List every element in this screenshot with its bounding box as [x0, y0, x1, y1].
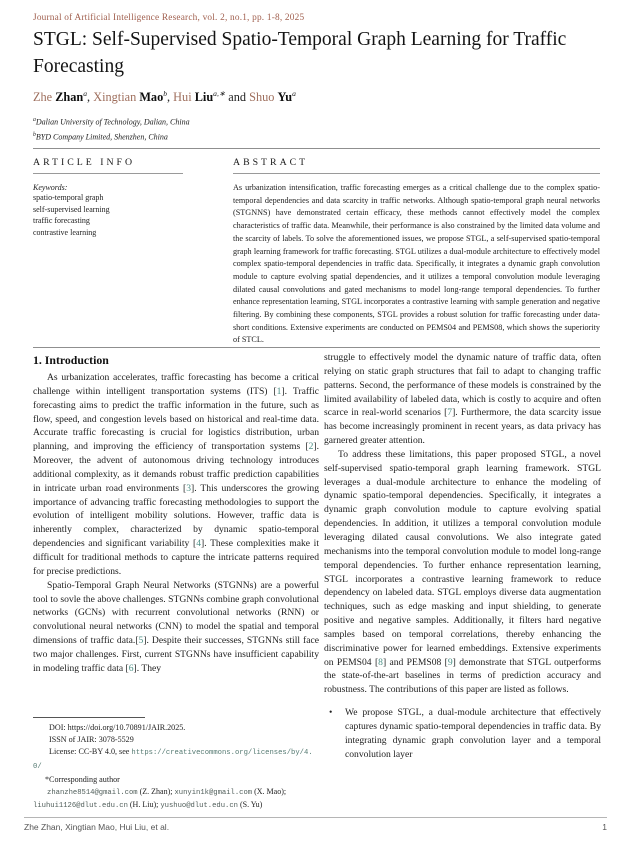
citation-ref[interactable]: 2: [308, 441, 314, 453]
corresponding-author-note: *Corresponding author: [45, 774, 120, 784]
author-given-name: Zhe: [33, 90, 53, 105]
doi-line: DOI: https://doi.org/10.70891/JAIR.2025.: [49, 723, 186, 732]
author-family-name: Yu: [277, 90, 293, 105]
body-paragraph: struggle to effectively model the dynamic nature of traffic data, often relying on static graph structures that fail to adapt to changing traffic patterns. Second, the performance of these models is constrained by the limited availability of labeled data, which is costly to acquire and often scarce in real-world scenarios [7]. Furthermore, the data scarcity issue has become increasingly prominent in recent years, as data privacy has garnered greater attention.: [324, 352, 601, 447]
issn-line: ISSN of JAIR: 3078-5529: [49, 734, 134, 744]
page-number: 1: [602, 822, 607, 832]
footnote-rule: [33, 717, 145, 718]
affiliation-mark: b: [33, 132, 36, 139]
author-affiliation-mark: a: [292, 89, 296, 98]
divider-bottom: [33, 347, 600, 348]
paper-title: STGL: Self-Supervised Spatio-Temporal Graph Learning for Traffic Forecasting: [33, 29, 567, 77]
author-line: Zhe Zhan$^a$, Xingtian Mao$^b$, Hui Liu$^{a,∗}$ and Shuo Yu$^a$: [33, 89, 296, 105]
keyword-item: self-supervised learning: [33, 204, 110, 214]
footer-rule: [24, 817, 607, 818]
email-link[interactable]: zhanzhe8514@gmail.com: [47, 788, 138, 797]
body-paragraph: Spatio-Temporal Graph Neural Networks (STGNNs) are a powerful tool to sovle the above challenges. STGNNs combine graph convolutional networks (GCNs) with recurrent convolutional networks (RNN) or convolutional neural networks (CNN) to model the spatial and temporal dimensions of traffic data.[5]. Despite their successes, STGNNs still face two major challenges. First, current STGNNs have insufficient capability in modeling traffic data [6]. They: [33, 579, 319, 674]
affiliation-line: $^a$Dalian University of Technology, Dalian, China: [33, 117, 190, 127]
divider-top: [33, 148, 600, 149]
keywords-list: [33, 192, 201, 238]
footer-authors: Zhe Zhan, Xingtian Mao, Hui Liu, et al.: [24, 822, 170, 832]
citation-ref[interactable]: 8: [378, 656, 383, 668]
citation-ref[interactable]: 5: [138, 635, 144, 647]
author-family-name: Liu: [194, 90, 214, 105]
citation-ref[interactable]: 3: [186, 482, 191, 494]
affiliation-line: $^b$BYD Company Limited, Shenzhen, China: [33, 132, 168, 142]
body-column-right: [324, 351, 601, 813]
citation-ref[interactable]: 4: [196, 538, 201, 550]
bullet-text: We propose STGL, a dual-module architecture that effectively captures dynamic spatio-temporal dependencies in traffic data. By integrating dynamic graph convolution layer and a temporal convolution layer: [345, 707, 601, 760]
author-affiliation-mark: b: [163, 89, 168, 98]
journal-header: Journal of Artificial Intelligence Research, vol. 2, no.1, pp. 1-8, 2025: [33, 13, 305, 23]
citation-ref[interactable]: 9: [447, 656, 453, 668]
keywords-label: Keywords:: [33, 183, 68, 192]
keyword-item: contrastive learning: [33, 227, 97, 237]
citation-ref[interactable]: 1: [276, 385, 282, 397]
affiliation-mark: a: [33, 117, 36, 123]
abstract-rule: [233, 173, 600, 174]
abstract-heading: ABSTRACT: [233, 157, 309, 168]
footnote-block: [33, 717, 320, 813]
author-given-name: Shuo: [249, 90, 275, 105]
page-footer: [24, 822, 607, 832]
email-link[interactable]: yushuo@dlut.edu.cn: [160, 802, 238, 811]
author-affiliation-mark: a,∗: [213, 89, 226, 98]
body-paragraph: To address these limitations, this paper proposed STGL, a novel self-supervised spatio-temporal graph learning framework. STGL leverages a dual-module architecture to enhance the modeling of dynamic spatio-temporal dependencies. Specifically, it integrates a dynamic graph convolution module to capture evolving spatial dependencies. In addition, it utilizes a temporal convolution module leveraging dilated causal convolutions. We also integrate gated mechanisms into the temporal convolution module to model long-range temporal dependencies. To further enhance representation learning, STGL incorporates a contrastive learning framework to reduce dependency on labeled data. STGL employs diverse data augmentation techniques, such as edge masking and input shielding, to generate positive and negative samples. Additionally, it filters hard negative samples based on temporal correlations, thereby enhancing the discriminative power for learned embeddings. Extensive experiments on PEMS04 [8] and PEMS08 [9] demonstrate that STGL outperforms the state-of-the-art baselines in terms of prediction accuracy and robustness. The contributions of this paper are listed as follows.: [324, 448, 601, 696]
license-line: [33, 746, 320, 774]
license-label: License: CC-BY 4.0, see: [49, 746, 132, 756]
keyword-item: traffic forecasting: [33, 216, 90, 226]
article-info-column: [33, 157, 201, 238]
article-info-rule: [33, 173, 183, 174]
author-family-name: Mao: [139, 90, 164, 105]
keyword-item: spatio-temporal graph: [33, 193, 104, 202]
author-affiliation-mark: a: [83, 89, 88, 98]
article-info-heading: ARTICLE INFO: [33, 157, 136, 168]
author-given-name: Xingtian: [93, 90, 137, 105]
bullet-icon: •: [329, 707, 333, 719]
citation-ref[interactable]: 7: [447, 407, 453, 419]
abstract-column: [233, 157, 600, 347]
abstract-text: As urbanization intensification, traffic forecasting emerges as a critical challenge due to the complex spatio-temporal dependencies and data scarcity in traffic networks. Although spatio-temporal graph neural networks (STGNNS) have demonstrated certain efficacy, these methods cannot effectively model the complex characteristics of traffic data. Meanwhile, their performance is also constrained by the limited data volume and the scarcity of labels. To solve the aforementioned issues, we propose STGL, a self-supervised spatio-temporal graph learning framework for traffic forecasting. STGL utilizes a dual-module architecture to effectively model complex spatio-temporal dependencies in traffic data. Specifically, it integrates a dynamic graph convolution module to capture evolving spatial dependencies, and it utilizes a temporal convolution module leveraging dilated causal convolutions and gated mechanisms to model long-range temporal dependencies. To further enhance representation learning, STGL incorporates a contrastive learning with sample generation and negative filtering. By combining these components, STGL provides a robust solution for traffic forecasting under data-short conditions. Extensive experiments are conducted on PEMS04 and PEMS08, which shows the superiority of STCL.: [233, 183, 600, 345]
contribution-bullet: [324, 706, 601, 761]
body-column-left: [33, 371, 319, 716]
section-heading-introduction: 1. Introduction: [33, 353, 109, 367]
license-url-link[interactable]: https://creativecommons.org/licenses/by/4.0/: [33, 748, 313, 771]
author-given-name: Hui: [173, 90, 192, 105]
email-link[interactable]: xunyin1k@gmail.com: [174, 788, 253, 797]
affiliations: [33, 114, 190, 144]
citation-ref[interactable]: 6: [128, 662, 134, 674]
author-family-name: Zhan: [55, 90, 84, 105]
body-paragraph: As urbanization accelerates, traffic forecasting has become a critical challenge within intelligent transportation systems (ITS) [1]. Traffic forecasting aims to predict the traffic information in the future, such as flow, speed, and congestion levels based on historical and real-time data. Accurate traffic forecasting is crucial for logistics distribution, urban planning, and improving the efficiency of transportation systems [2]. Moreover, the advent of autonomous driving technology introduces additional complexity, as it demands robust traffic prediction capabilities in intricate urban road environments [3]. This underscores the growing importance of advancing traffic forecasting methodologies to support the evolution of intelligent mobility solutions. However, traffic data is inherently complex, characterized by dynamic spatio-temporal dependencies and significant variability [4]. These complexities make it difficult for traditional methods to capture the intricate patterns required for precise predictions.: [33, 372, 319, 577]
author-emails: zhanzhe8514@gmail.com (Z. Zhan); xunyin1k@gmail.com (X. Mao); liuhui1126@dlut.edu.cn (H. Liu); yushuo@dlut.edu.cn (S. Yu): [33, 786, 287, 811]
email-link[interactable]: liuhui1126@dlut.edu.cn: [33, 802, 128, 811]
